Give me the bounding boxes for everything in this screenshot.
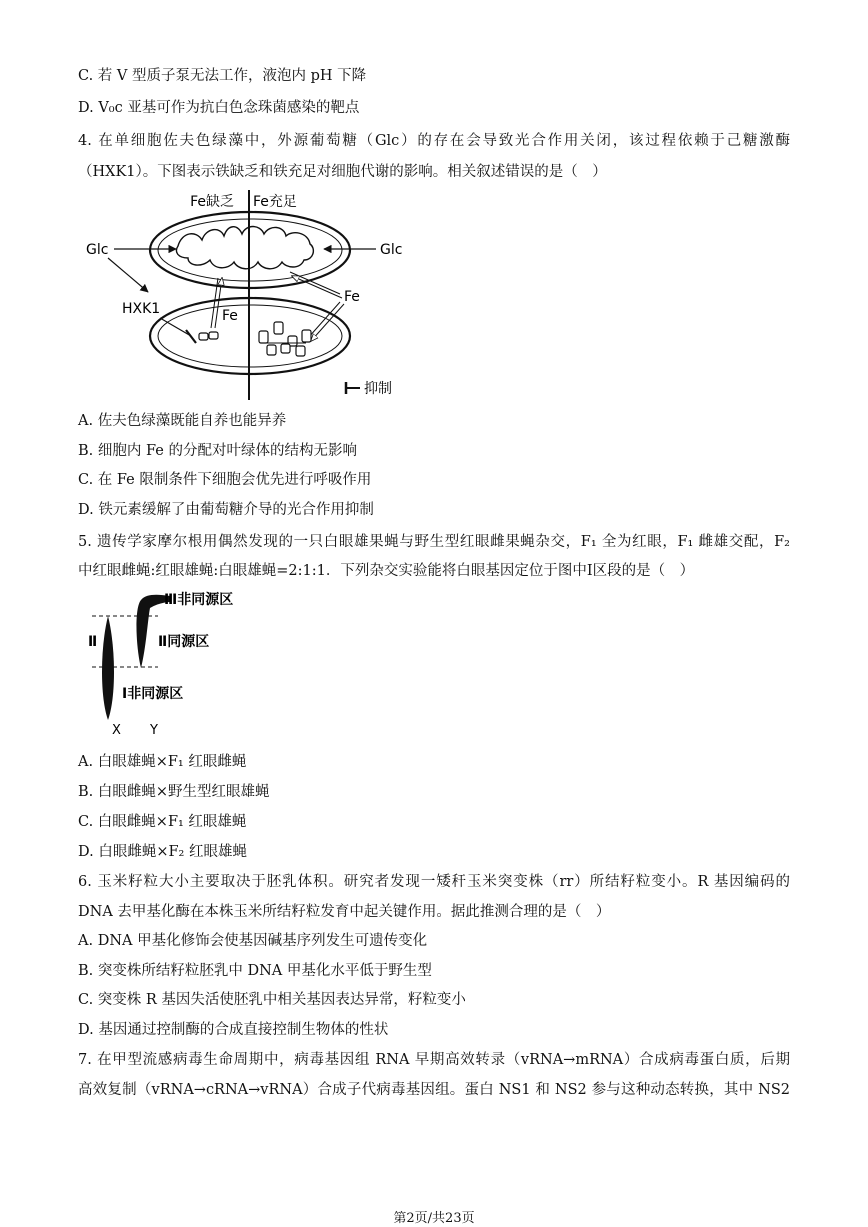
q6-option-b: B. 突变株所结籽粒胚乳中 DNA 甲基化水平低于野生型 bbox=[78, 963, 432, 979]
label-region-1: Ⅰ非同源区 bbox=[122, 686, 184, 702]
q5-option-d: D. 白眼雌蝇×F₂ 红眼雄蝇 bbox=[78, 844, 247, 860]
q3-option-d: D. V₀c 亚基可作为抗白色念珠菌感染的靶点 bbox=[78, 100, 360, 116]
q5-stem-line1: 5. 遗传学家摩尔根用偶然发现的一只白眼雄果蝇与野生型红眼雌果蝇杂交，F₁ 全为红眼，F₁ 雌雄交配，F₂ bbox=[78, 534, 790, 550]
label-glc-left: Glc bbox=[86, 242, 109, 258]
q4-stem-line2: （HXK1）。下图表示铁缺乏和铁充足对细胞代谢的影响。相关叙述错误的是（ ） bbox=[78, 164, 607, 180]
q5-option-c: C. 白眼雌蝇×F₁ 红眼雄蝇 bbox=[78, 814, 247, 830]
q6-option-a: A. DNA 甲基化修饰会使基因碱基序列发生可遗传变化 bbox=[78, 933, 428, 949]
q5-option-b: B. 白眼雌蝇×野生型红眼雄蝇 bbox=[78, 784, 270, 800]
label-region-3: Ⅲ非同源区 bbox=[164, 592, 234, 608]
q4-stem-line1: 4. 在单细胞佐夫色绿藻中，外源葡萄糖（Glc）的存在会导致光合作用关闭，该过程依赖于己糖激酶 bbox=[78, 133, 790, 149]
label-fe-right: Fe bbox=[344, 289, 360, 305]
q4-option-a: A. 佐夫色绿藻既能自养也能异养 bbox=[78, 413, 287, 429]
label-fe-sufficient: Fe充足 bbox=[253, 194, 297, 210]
q5-chromosome-figure bbox=[78, 588, 268, 738]
q6-option-c: C. 突变株 R 基因失活使胚乳中相关基因表达异常，籽粒变小 bbox=[78, 992, 466, 1008]
q3-option-c: C. 若 V 型质子泵无法工作，液泡内 pH 下降 bbox=[78, 68, 367, 84]
q5-stem-line2: 中红眼雌蝇:红眼雄蝇:白眼雄蝇=2:1:1．下列杂交实验能将白眼基因定位于图中Ⅰ区段的是（ ） bbox=[78, 563, 695, 579]
q7-stem-line2: 高效复制（vRNA→cRNA→vRNA）合成子代病毒基因组。蛋白 NS1 和 NS2 参与这种动态转换，其中 NS2 bbox=[78, 1082, 790, 1098]
label-hxk1: HXK1 bbox=[122, 301, 161, 317]
page-footer: 第2页/共23页 bbox=[393, 1211, 475, 1226]
q4-option-d: D. 铁元素缓解了由葡萄糖介导的光合作用抑制 bbox=[78, 502, 374, 518]
q5-option-a: A. 白眼雄蝇×F₁ 红眼雌蝇 bbox=[78, 754, 247, 770]
q6-option-d: D. 基因通过控制酶的合成直接控制生物体的性状 bbox=[78, 1022, 389, 1038]
q6-stem-line2: DNA 去甲基化酶在本株玉米所结籽粒发育中起关键作用。据此推测合理的是（ ） bbox=[78, 904, 611, 920]
label-region-2: Ⅱ同源区 bbox=[158, 634, 210, 650]
q4-figure bbox=[78, 188, 438, 403]
label-fe-deficient: Fe缺乏 bbox=[190, 194, 234, 210]
x-chromosome bbox=[102, 616, 114, 720]
label-glc-right: Glc bbox=[380, 242, 403, 258]
q4-option-c: C. 在 Fe 限制条件下细胞会优先进行呼吸作用 bbox=[78, 472, 372, 488]
q7-stem-line1: 7. 在甲型流感病毒生命周期中，病毒基因组 RNA 早期高效转录（vRNA→mRNA）合成病毒蛋白质，后期 bbox=[78, 1052, 790, 1068]
fe-cluster-small bbox=[199, 332, 218, 340]
label-fe-left: Fe bbox=[222, 308, 238, 324]
legend-inhibit bbox=[346, 380, 392, 397]
legend-inhibit-label: 抑制 bbox=[364, 381, 392, 397]
label-region-2-left: Ⅱ bbox=[88, 634, 98, 650]
label-y: Y bbox=[150, 723, 158, 738]
label-x: X bbox=[112, 723, 121, 738]
fe-cluster-large bbox=[259, 322, 311, 356]
q4-option-b: B. 细胞内 Fe 的分配对叶绿体的结构无影响 bbox=[78, 443, 357, 459]
q6-stem-line1: 6. 玉米籽粒大小主要取决于胚乳体积。研究者发现一矮秆玉米突变株（rr）所结籽粒变小。R 基因编码的 bbox=[78, 874, 790, 890]
